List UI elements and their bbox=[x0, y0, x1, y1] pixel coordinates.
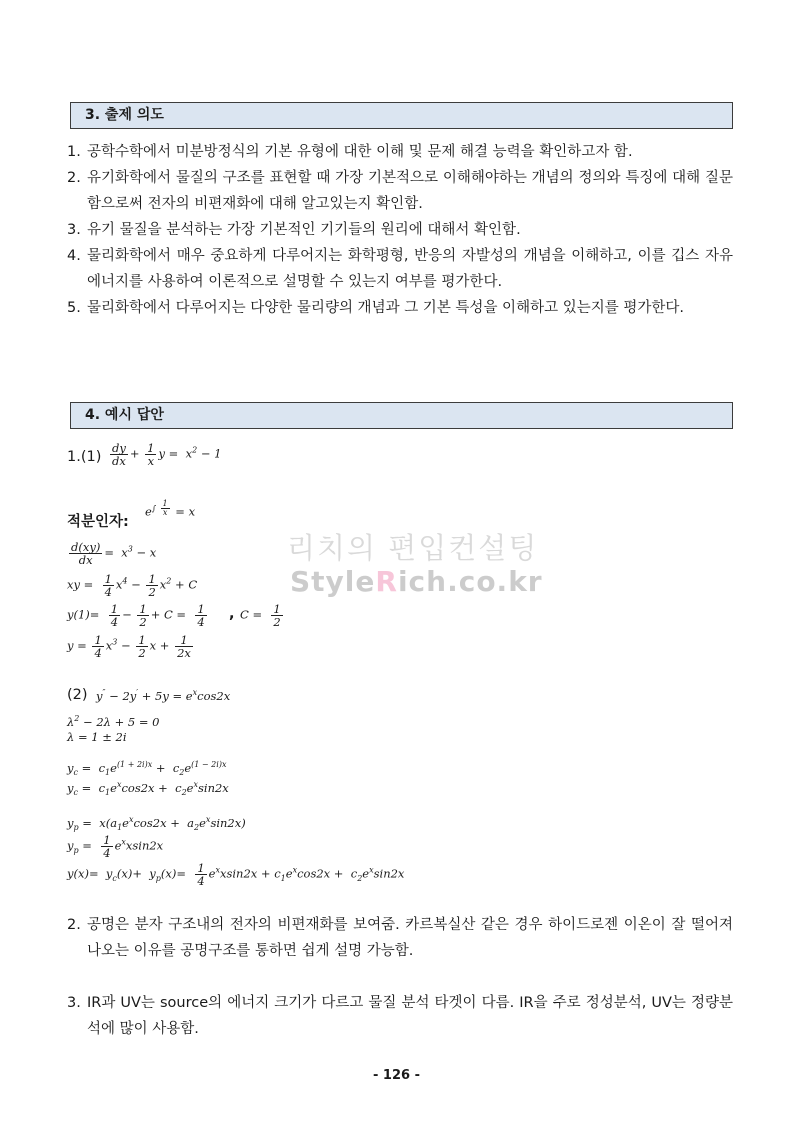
page-number: - 126 - bbox=[373, 1068, 420, 1083]
constant-separator: , bbox=[229, 606, 235, 622]
section-3-list bbox=[67, 139, 733, 321]
equation-yp-1: $y_p = x(a_1e^x\cos 2x + a_2e^x\sin 2x)$ bbox=[67, 815, 246, 833]
equation-integrating-factor: $e^{\int \frac{1}{x}}$ = x bbox=[145, 499, 196, 519]
list-item: 5. 물리화학에서 다루어지는 다양한 물리량의 개념과 그 기본 특성을 이해하고 있는지를 평가한다. bbox=[67, 300, 684, 316]
list-item: 1. 공학수학에서 미분방정식의 기본 유형에 대한 이해 및 문제 해결 능력을 확인하고자 함. bbox=[67, 144, 633, 160]
list-item: 4. 물리화학에서 매우 중요하게 다루어지는 화학평형, 반응의 자발성의 개념을 이해하고, 이를 깁스 자유에너지를 사용하여 이론적으로 설명할 수 있는지 여부를 평가한다. bbox=[67, 248, 733, 290]
equation-solution-1: y = $\frac{1}{4}$ $x^3$ − $\frac{1}{2}$ x + $\frac{1}{2x}$ bbox=[67, 633, 191, 660]
equation-roots: λ = 1 ± 2i bbox=[67, 730, 127, 744]
list-item: 2. 공명은 분자 구조내의 전자의 비편재화를 보여줌. 카르복실산 같은 경우 하이드로젠 이온이 잘 떨어져나오는 이유를 공명구조를 통하면 쉽게 설명 가능함. bbox=[67, 917, 733, 959]
answer-3 bbox=[67, 990, 733, 1042]
equation-yc-1: $y_c = c_1e^{(1 + 2i)x} + c_2e^{(1 - 2i)x}$ bbox=[67, 760, 227, 778]
equation-step-1: $\frac{d(xy)}{dx}$ = $x^3 - x$ bbox=[71, 540, 157, 567]
list-item: 3. IR과 UV는 source의 에너지 크기가 다르고 물질 분석 타겟이 다름. IR을 주로 정성분석, UV는 정량분석에 많이 사용함. bbox=[67, 995, 733, 1037]
equation-constant-c: C = $\frac{1}{2}$ bbox=[240, 602, 281, 629]
question-2-label: (2) bbox=[67, 687, 88, 703]
answer-2 bbox=[67, 912, 733, 964]
integrating-factor-label: 적분인자: bbox=[67, 514, 129, 530]
equation-ode-2: $y'' - 2y' + 5y = e^x\cos 2x$ bbox=[96, 688, 231, 703]
list-item: 2. 유기화학에서 물질의 구조를 표현할 때 가장 기본적으로 이해해야하는 개념의 정의와 특징에 대해 질문함으로써 전자의 비편재화에 대해 알고있는지 확인함. bbox=[67, 170, 733, 212]
watermark-korean: 리치의 편입컨설팅 bbox=[287, 531, 539, 565]
question-1-label: 1.(1) bbox=[67, 449, 102, 465]
equation-characteristic: $\lambda^2 - 2\lambda + 5 = 0$ bbox=[67, 714, 160, 729]
section-3-header: 3. 출제 의도 bbox=[70, 102, 733, 129]
equation-step-3: y(1)= $\frac{1}{4}$ − $\frac{1}{2}$ + C = $\frac{1}{4}$ bbox=[67, 602, 205, 629]
equation-yp-2: $y_p$ = $\frac{1}{4}$ $e^xxsin2x$ bbox=[67, 833, 164, 860]
equation-general-solution: $y(x)= y_c(x)+ y_p(x)=$ $\frac{1}{4}$ $e^xxsin2x + c_1e^x\cos 2x + c_2e^x\sin 2x$ bbox=[67, 861, 405, 888]
section-4-header: 4. 예시 답안 bbox=[70, 402, 733, 429]
equation-yc-2: $y_c = c_1e^x\cos 2x + c_2e^x\sin 2x$ bbox=[67, 780, 229, 798]
equation-step-2: xy = $\frac{1}{4}$ $x^4$ − $\frac{1}{2}$ $x^2 + C$ bbox=[67, 572, 198, 599]
watermark-url: StyleRich.co.kr bbox=[290, 565, 543, 598]
equation-ode-1: $\frac{dy}{dx}$ + $\frac{1}{x}$ $y = x^2 - 1$ bbox=[112, 441, 222, 468]
list-item: 3. 유기 물질을 분석하는 가장 기본적인 기기들의 원리에 대해서 확인함. bbox=[67, 222, 521, 238]
